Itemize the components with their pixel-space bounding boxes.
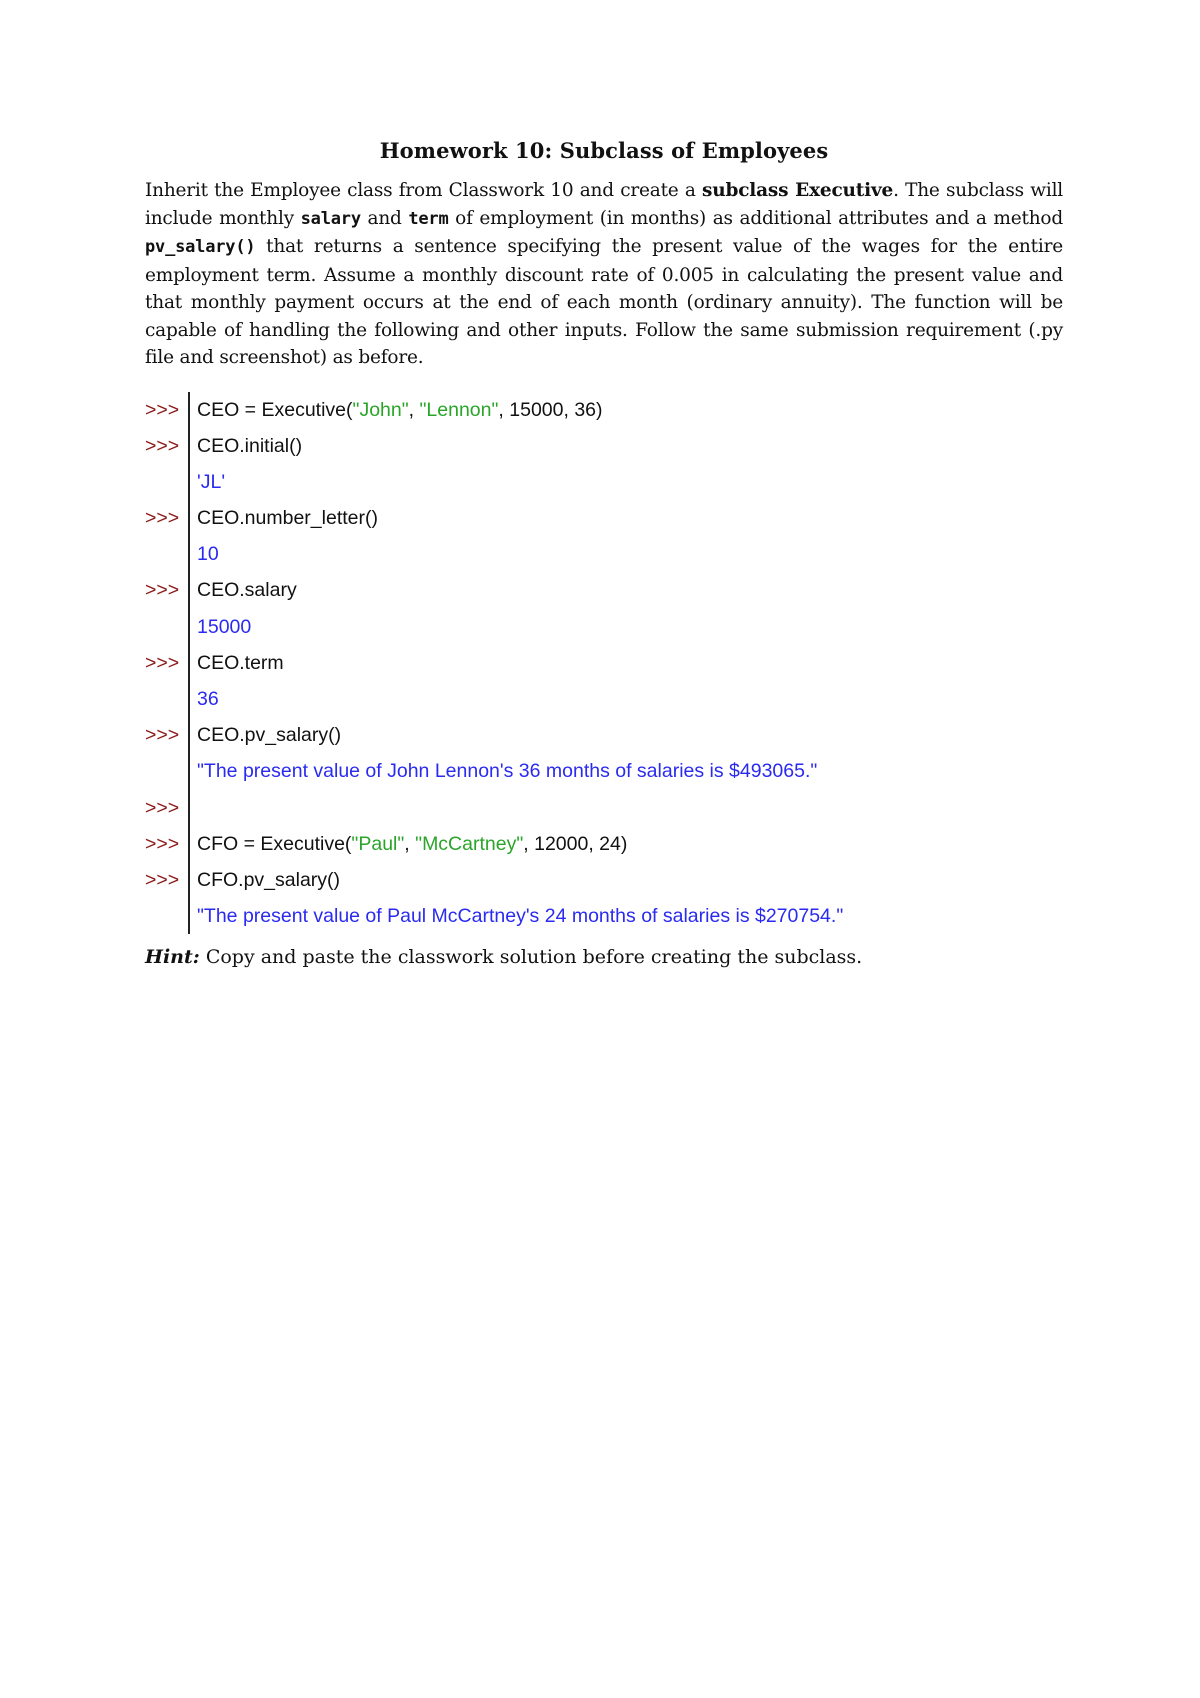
attr-salary: salary <box>300 208 361 229</box>
text-segment: Inherit the Employee class from Classwork 10 and create a <box>145 180 702 201</box>
output-line: 10 <box>197 543 219 566</box>
input-line: CEO.pv_salary() <box>197 724 342 747</box>
output-line: 15000 <box>197 615 252 638</box>
prompt: >>> <box>145 579 180 602</box>
page-title: Homework 10: Subclass of Employees <box>379 138 829 163</box>
console-row <box>145 500 1063 536</box>
console-row <box>145 464 1063 500</box>
prompt: >>> <box>145 507 180 530</box>
prompt: >>> <box>145 832 180 855</box>
console-row <box>145 392 1063 428</box>
prompt: >>> <box>145 434 180 457</box>
console-row <box>145 609 1063 645</box>
document-page <box>145 138 1063 987</box>
output-line: "The present value of Paul McCartney's 24 months of salaries is $270754." <box>197 905 844 928</box>
prompt: >>> <box>145 724 180 747</box>
hint-label: Hint: <box>145 946 200 969</box>
output-line: 'JL' <box>197 470 226 493</box>
console-row <box>145 717 1063 753</box>
text-segment: . The subclass will include monthly <box>145 180 1064 229</box>
console-row <box>145 428 1063 464</box>
console-row <box>145 645 1063 681</box>
text-segment: and <box>360 207 409 229</box>
console-row <box>145 826 1063 862</box>
input-line: CEO = Executive("John", "Lennon", 15000, 36) <box>197 398 603 421</box>
input-line: CEO.initial() <box>197 434 303 457</box>
hint-paragraph <box>145 946 1063 968</box>
hint-text: Copy and paste the classwork solution before creating the subclass. <box>199 946 863 969</box>
method-pv-salary: pv_salary() <box>145 237 256 257</box>
subclass-name: subclass Executive <box>702 180 894 201</box>
instructions-paragraph <box>145 177 1063 372</box>
prompt: >>> <box>145 796 180 819</box>
output-line: "The present value of John Lennon's 36 months of salaries is $493065." <box>197 760 818 783</box>
input-line: CEO.term <box>197 651 284 674</box>
output-line: 36 <box>197 688 219 710</box>
console-row <box>145 862 1063 898</box>
console-row <box>145 790 1063 826</box>
prompt: >>> <box>145 651 180 674</box>
text-segment: that returns a sentence specifying the present value of the wages for the entire employment term. Assume a monthly discount rate of 0.005 in calculating the present value and that monthly payment occurs at the end of each month (ordinary annuity). The function will be capable of handling the following and other inputs. Follow the same submission requirement (.py file and screenshot) as before. <box>145 236 1063 368</box>
text-segment: of employment (in months) as additional attributes and a method <box>448 207 1063 229</box>
console-row <box>145 536 1063 572</box>
console-row <box>145 898 1063 934</box>
input-line: CEO.salary <box>197 579 297 602</box>
input-line: CFO = Executive("Paul", "McCartney", 12000, 24) <box>197 832 628 855</box>
input-line: CEO.number_letter() <box>197 507 378 530</box>
console-row <box>145 572 1063 608</box>
console-row <box>145 681 1063 717</box>
console-row <box>145 753 1063 789</box>
python-console <box>145 392 1063 935</box>
attr-term: term <box>408 208 449 229</box>
prompt: >>> <box>145 398 180 421</box>
input-line: CFO.pv_salary() <box>197 868 341 891</box>
prompt: >>> <box>145 868 180 891</box>
